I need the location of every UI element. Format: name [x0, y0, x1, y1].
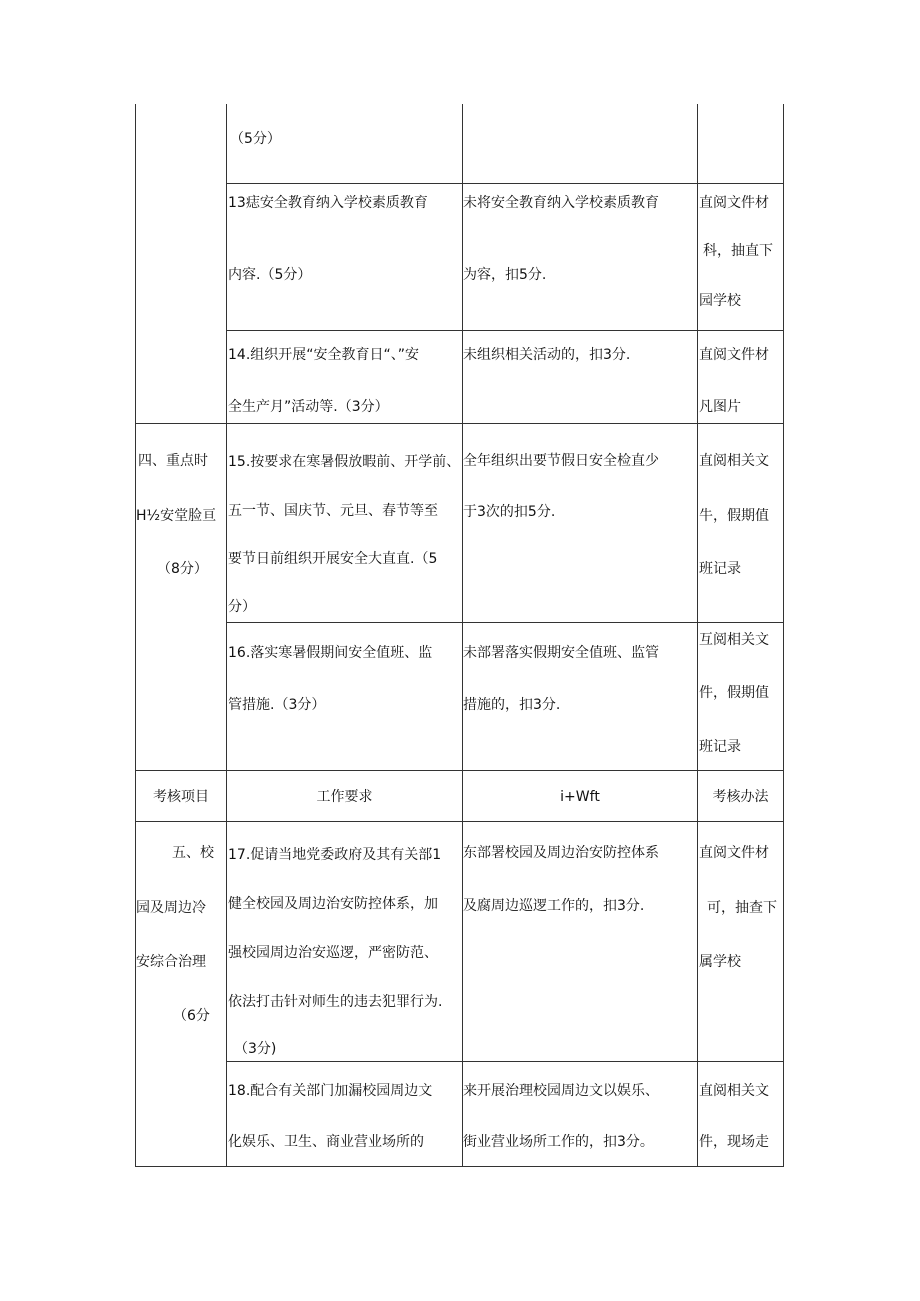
cell-method-15-line2: 牛，假期值 [699, 508, 769, 524]
cell-crit-16-line2: 措施的，扣3分. [463, 697, 561, 713]
table-bottom-border [135, 1166, 784, 1167]
row-divider [135, 423, 784, 424]
cell-req-18-line1: 18.配合有关部门加漏校园周边文 [228, 1083, 433, 1099]
section4-label-line2: H½安堂脸亘 [136, 508, 217, 524]
cell-req-17-line2: 健全校园及周边治安防控体系，加 [228, 896, 438, 912]
section5-label-line1: 五、校 [172, 845, 214, 861]
cell-method-17-line3: 属学校 [699, 954, 741, 970]
section4-label-line3: （8分） [157, 561, 208, 577]
cell-method-16-line1: 互阅相关文 [699, 632, 769, 648]
cell-crit-14-line1: 未组织相关活动的，扣3分. [463, 347, 631, 363]
cell-method-13-line3: 园学校 [699, 293, 741, 309]
cell-crit-17-line2: 及腐周边巡逻工作的，扣3分. [463, 898, 645, 914]
header-scoring: i+Wft [560, 789, 600, 805]
section5-label-line2: 园及周边冷 [136, 900, 206, 916]
header-assessment-method: 考核办法 [712, 789, 769, 805]
cell-req-16-line1: 16.落实寒暑假期间安全值班、监 [228, 645, 433, 661]
cell-crit-15-line1: 全年组织出要节假日安全检直少 [463, 453, 659, 469]
cell-crit-17-line1: 东部署校园及周边治安防控体系 [463, 845, 659, 861]
cell-req-17-line5: （3分) [234, 1041, 277, 1057]
row-divider [135, 770, 784, 771]
cell-req-17-line4: 依法打击针对师生的违去犯罪行为. [228, 994, 443, 1010]
cell-req-18-line2: 化娱乐、卫生、商业营业场所的 [228, 1134, 424, 1150]
row-divider [226, 1061, 784, 1062]
cell-method-14-line2: 凡图片 [699, 399, 741, 415]
cell-method-13-line1: 直阅文件材 [699, 195, 769, 211]
row-divider [135, 821, 784, 822]
cell-method-15-line1: 直阅相关文 [699, 453, 769, 469]
cell-req-16-line2: 管措施.（3分） [228, 697, 326, 713]
cell-method-18-line1: 直阅相关文 [699, 1083, 769, 1099]
column-divider-3 [697, 104, 698, 1167]
cell-req-15-line1: 15.按要求在寒暑假放暇前、开学前、 [228, 454, 461, 470]
cell-method-17-line1: 直阅文件材 [699, 845, 769, 861]
table-right-border [783, 104, 784, 1167]
cell-req-17-line3: 强校园周边治安巡逻，严密防范、 [228, 945, 438, 961]
cell-crit-13-line1: 未将安全教育纳入学校素质教育 [463, 195, 659, 211]
column-divider-1 [226, 104, 227, 1167]
cell-req-14-line2: 全生产月”活动等.（3分） [228, 399, 389, 415]
cell-method-16-line2: 件，假期值 [699, 685, 769, 701]
cell-req-15-line2: 五一节、国庆节、元旦、春节等至 [228, 503, 438, 519]
cell-req-13-line2: 内容.（5分） [228, 267, 312, 283]
row-divider [226, 330, 784, 331]
cell-method-17-line2: 可，抽查下 [707, 900, 777, 916]
column-divider-2 [462, 104, 463, 1167]
section5-label-line4: （6分 [173, 1008, 210, 1024]
cell-crit-18-line2: 街业营业场所工作的，扣3分。 [463, 1134, 654, 1150]
row-divider [226, 183, 784, 184]
cell-method-18-line2: 件，现场走 [699, 1134, 769, 1150]
cell-crit-15-line2: 于3次的扣5分. [463, 504, 556, 520]
cell-method-14-line1: 直阅文件材 [699, 347, 769, 363]
cell-req-15-line3: 要节日前组织开展安全大直直.（5 [228, 551, 438, 567]
cell-req-17-line1: 17.促请当地党委政府及其有关部1 [228, 847, 442, 863]
cell-req-cont: （5分） [230, 131, 281, 147]
table-left-border [135, 104, 136, 1167]
cell-method-13-line2: 科，抽直下 [703, 243, 773, 259]
header-assessment-item: 考核项目 [153, 789, 209, 805]
section5-label-line3: 安综合治理 [136, 954, 206, 970]
section4-label-line1: 四、重点时 [138, 453, 208, 469]
cell-crit-18-line1: 来开展治理校园周边文以娱乐、 [463, 1083, 659, 1099]
cell-req-15-line4: 分） [228, 599, 256, 615]
row-divider [226, 622, 784, 623]
cell-method-15-line3: 班记录 [699, 561, 741, 577]
cell-method-16-line3: 班记录 [699, 739, 741, 755]
cell-crit-16-line1: 未部署落实假期安全值班、监管 [463, 645, 659, 661]
cell-req-13-line1: 13痣安全教育纳入学校素质教育 [228, 195, 428, 211]
header-work-requirement: 工作要求 [316, 789, 373, 805]
cell-crit-13-line2: 为容，扣5分. [463, 267, 547, 283]
cell-req-14-line1: 14.组织开展“安全教育日“、”安 [228, 347, 420, 363]
